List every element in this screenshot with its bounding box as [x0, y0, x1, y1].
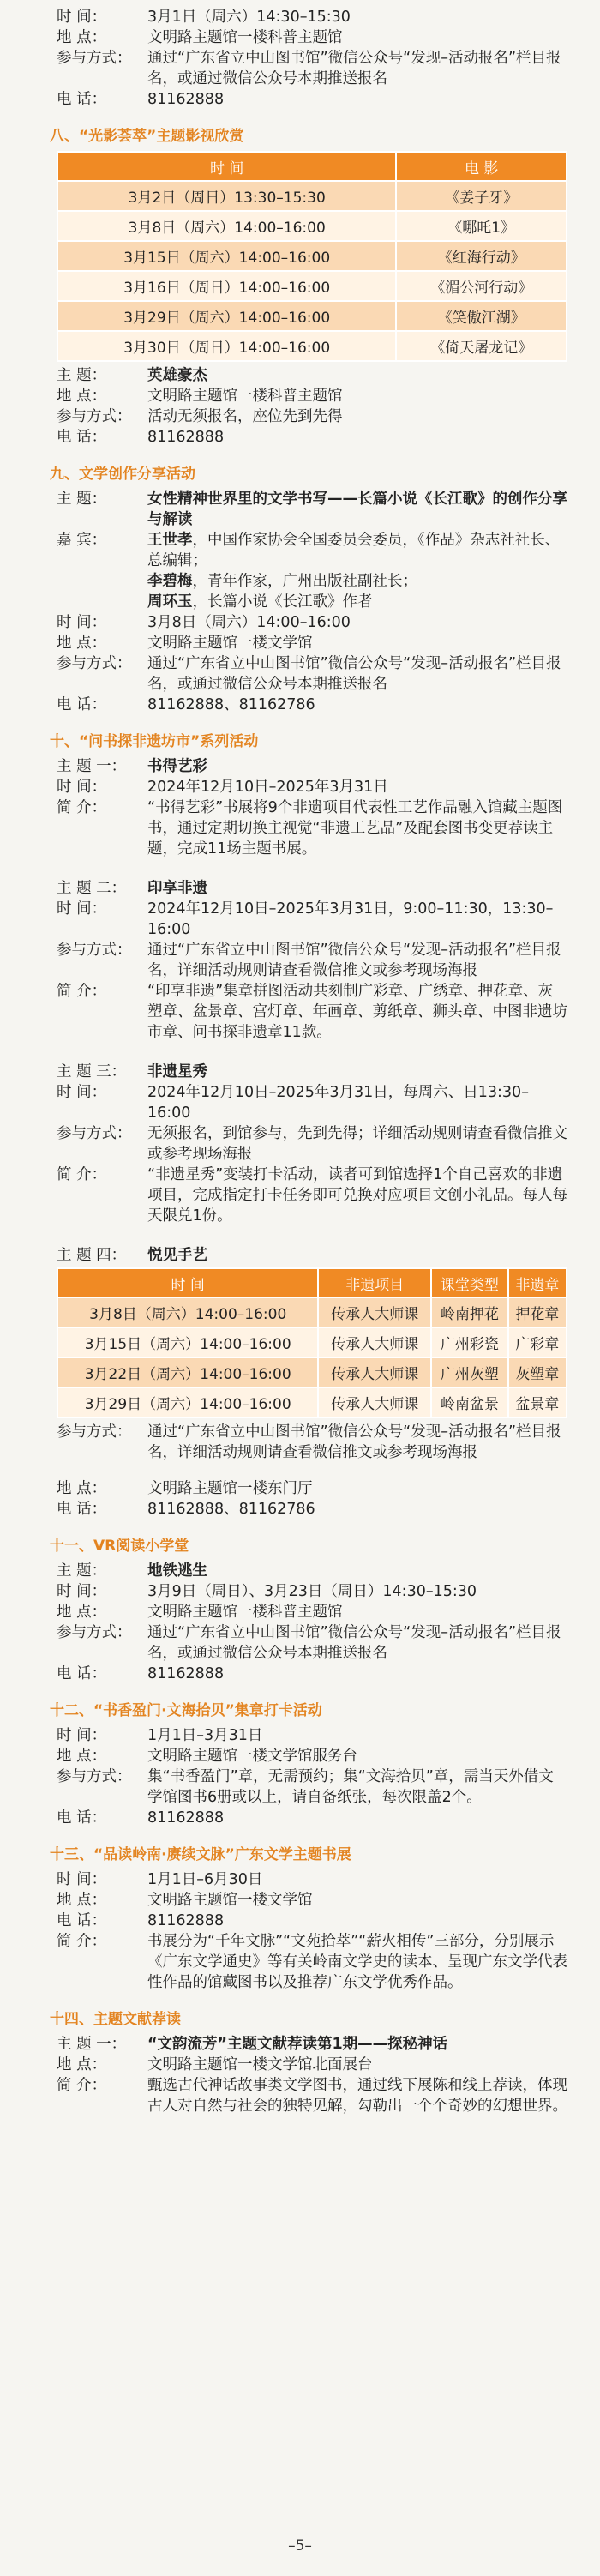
s12-tel: 电 话： 81162888 [57, 1809, 225, 1827]
section-12-title: 十二、“书香盈门·文海拾贝”集章打卡活动 [50, 1702, 322, 1719]
s10-p3-join: 参与方式： 无须报名，到馆参与，先到先得；详细活动规则请查看微信推文或参考现场海报 [57, 1125, 567, 1163]
craft-table-header-project: 非遗项目 [318, 1268, 431, 1297]
s10-p2-desc: 简 介： “印享非遗”集章拼图活动共刻制广彩章、广绣章、押花章、灰塑章、盆景章、宫灯章、年画章、剪纸章、狮头章、中图非遗坊市章、问书探非遗章11款。 [57, 983, 567, 1041]
s13-place: 地 点： 文明路主题馆一楼文学馆 [57, 1892, 313, 1909]
s9-join: 参与方式： 通过“广东省立中山图书馆”微信公众号“发现–活动报名”栏目报名，或通过微信公众号本期推送报名 [57, 655, 561, 693]
s10-p3-time: 时 间： 2024年12月10日–2025年3月31日，每周六、日13:30–16:00 [57, 1084, 529, 1122]
s9-topic: 主 题： 女性精神世界里的文学书写——长篇小说《长江歌》的创作分享与解读 [57, 491, 567, 528]
table-row: 3月15日（周六）14:00–16:00 《红海行动》 [57, 241, 567, 271]
intro-time: 时 间： 3月1日（周六）14:30–15:30 [57, 9, 351, 26]
s8-join: 参与方式： 活动无须报名，座位先到先得 [57, 408, 343, 425]
movie-table-header-film: 电 影 [396, 152, 567, 181]
page-number: –5– [288, 2537, 312, 2555]
s10-p4-place: 地 点： 文明路主题馆一楼东门厅 [57, 1480, 313, 1497]
s9-place: 地 点： 文明路主题馆一楼文学馆 [57, 635, 313, 652]
s11-join: 参与方式： 通过“广东省立中山图书馆”微信公众号“发现–活动报名”栏目报名，或通过微信公众号本期推送报名 [57, 1624, 561, 1662]
s8-tel: 电 话： 81162888 [57, 429, 225, 446]
section-13-title: 十三、“品读岭南·赓续文脉”广东文学主题书展 [50, 1846, 351, 1863]
s11-topic: 主 题： 地铁逃生 [57, 1562, 207, 1580]
s9-tel: 电 话： 81162888、81162786 [57, 696, 315, 713]
section-9-info [57, 489, 567, 715]
intro-block [57, 3, 567, 110]
intro-join: 参与方式： 通过“广东省立中山图书馆”微信公众号“发现–活动报名”栏目报名，或通过微信公众号本期推送报名 [57, 50, 561, 87]
section-13-info [57, 1869, 567, 1993]
section-12-info [57, 1725, 567, 1828]
s10-part-1 [57, 756, 567, 859]
table-row: 3月8日（周六）14:00–16:00 《哪吒1》 [57, 211, 567, 241]
s10-p2-time: 时 间： 2024年12月10日–2025年3月31日，9:00–11:30，13:30–16:00 [57, 900, 554, 938]
table-row: 3月2日（周日）13:30–15:30 《姜子牙》 [57, 181, 567, 211]
s11-time: 时 间： 3月9日（周日）、3月23日（周日）14:30–15:30 [57, 1583, 477, 1600]
s12-place: 地 点： 文明路主题馆一楼文学馆服务台 [57, 1748, 357, 1765]
s14-desc: 简 介： 甄选古代神话故事类文学图书，通过线下展陈和线上荐读，体现古人对自然与社会的独特见解，勾勒出一个个奇妙的幻想世界。 [57, 2077, 567, 2115]
guest-3: 周环玉，长篇小说《长江歌》作者 [147, 593, 373, 611]
s13-tel: 电 话： 81162888 [57, 1912, 225, 1929]
s10-p4-topic: 主 题 四： 悦见手艺 [57, 1247, 207, 1264]
table-row: 3月22日（周六）14:00–16:00 传承人大师课 广州灰塑 灰塑章 [57, 1357, 567, 1387]
section-10-title: 十、“问书探非遗坊市”系列活动 [50, 733, 259, 750]
s10-part-4 [57, 1245, 567, 1520]
s9-time: 时 间： 3月8日（周六）14:00–16:00 [57, 614, 351, 631]
table-row: 3月16日（周日）14:00–16:00 《湄公河行动》 [57, 271, 567, 301]
s14-topic: 主 题 一： “文韵流芳”主题文献荐读第1期——探秘神话 [57, 2036, 448, 2053]
craft-table [57, 1267, 567, 1418]
intro-tel: 电 话： 81162888 [57, 91, 225, 108]
movie-table [57, 151, 567, 362]
table-row: 3月30日（周日）14:00–16:00 《倚天屠龙记》 [57, 331, 567, 361]
s10-p2-topic: 主 题 二： 印享非遗 [57, 880, 207, 897]
s10-p1-desc: 简 介： “书得艺彩”书展将9个非遗项目代表性工艺作品融入馆藏主题图书，通过定期切换主视觉“非遗工艺品”及配套图书变更荐读主题，完成11场主题书展。 [57, 799, 563, 858]
page [0, 3, 600, 2576]
guest-2: 李碧梅，青年作家，广州出版社副社长； [147, 573, 417, 590]
s12-time: 时 间： 1月1日–3月31日 [57, 1727, 263, 1744]
s11-tel: 电 话： 81162888 [57, 1665, 225, 1682]
s13-desc: 简 介： 书展分为“千年文脉”“文苑拾萃”“薪火相传”三部分，分别展示《广东文学通史》等有关岭南文学史的读本、呈现广东文学代表性作品的馆藏图书以及推荐广东文学优秀作品。 [57, 1933, 567, 1991]
s12-join: 参与方式： 集“书香盈门”章，无需预约；集“文海拾贝”章，需当天外借文学馆图书6册或以上，请自备纸张，每次限盖2个。 [57, 1768, 554, 1806]
intro-place: 地 点： 文明路主题馆一楼科普主题馆 [57, 29, 343, 46]
s10-part-2 [57, 878, 567, 1043]
craft-table-header-stamp: 非遗章 [508, 1268, 567, 1297]
s10-p3-topic: 主 题 三： 非遗星秀 [57, 1063, 207, 1080]
craft-table-header-time: 时 间 [57, 1268, 318, 1297]
s10-p1-time: 时 间： 2024年12月10日–2025年3月31日 [57, 779, 388, 796]
s13-time: 时 间： 1月1日–6月30日 [57, 1871, 263, 1888]
s8-topic: 主 题： 英雄豪杰 [57, 367, 207, 384]
s9-guests: 嘉 宾： 王世孝，中国作家协会全国委员会委员，《作品》杂志社社长、总编辑； 李碧梅，青年作家，广州出版社副社长； 周环玉，长篇小说《长江歌》作者 [57, 530, 567, 612]
table-row: 3月8日（周六）14:00–16:00 传承人大师课 岭南押花 押花章 [57, 1297, 567, 1327]
s8-place: 地 点： 文明路主题馆一楼科普主题馆 [57, 388, 343, 405]
craft-table-header-class: 课堂类型 [431, 1268, 507, 1297]
table-row: 3月29日（周六）14:00–16:00 《笑傲江湖》 [57, 301, 567, 331]
s10-p4-tel: 电 话： 81162888、81162786 [57, 1501, 315, 1518]
s14-place: 地 点： 文明路主题馆一楼文学馆北面展台 [57, 2056, 373, 2073]
table-row: 3月29日（周六）14:00–16:00 传承人大师课 岭南盆景 盆景章 [57, 1387, 567, 1417]
s10-part-3 [57, 1062, 567, 1226]
section-9-title: 九、文学创作分享活动 [50, 466, 195, 483]
section-14-info [57, 2034, 567, 2116]
section-8-info [57, 365, 567, 448]
s10-p2-join: 参与方式： 通过“广东省立中山图书馆”微信公众号“发现–活动报名”栏目报名，详细活动规则请查看微信推文或参考现场海报 [57, 942, 561, 979]
s10-p4-join: 参与方式： 通过“广东省立中山图书馆”微信公众号“发现–活动报名”栏目报名，详细活动规则请查看微信推文或参考现场海报 [57, 1423, 561, 1461]
guest-1: 王世孝，中国作家协会全国委员会委员，《作品》杂志社社长、总编辑； [147, 532, 561, 569]
s11-place: 地 点： 文明路主题馆一楼科普主题馆 [57, 1604, 343, 1621]
movie-table-header-time: 时 间 [57, 152, 396, 181]
s10-p1-topic: 主 题 一： 书得艺彩 [57, 758, 207, 775]
section-11-info [57, 1561, 567, 1684]
section-11-title: 十一、VR阅读小学堂 [50, 1538, 189, 1555]
section-8-title: 八、“光影荟萃”主题影视欣赏 [50, 128, 244, 145]
table-row: 3月15日（周六）14:00–16:00 传承人大师课 广州彩瓷 广彩章 [57, 1327, 567, 1357]
s10-p3-desc: 简 介： “非遗星秀”变装打卡活动，读者可到馆选择1个自己喜欢的非遗项目，完成指定打卡任务即可兑换对应项目文创小礼品。每人每天限兑1份。 [57, 1166, 567, 1225]
section-14-title: 十四、主题文献荐读 [50, 2011, 181, 2028]
